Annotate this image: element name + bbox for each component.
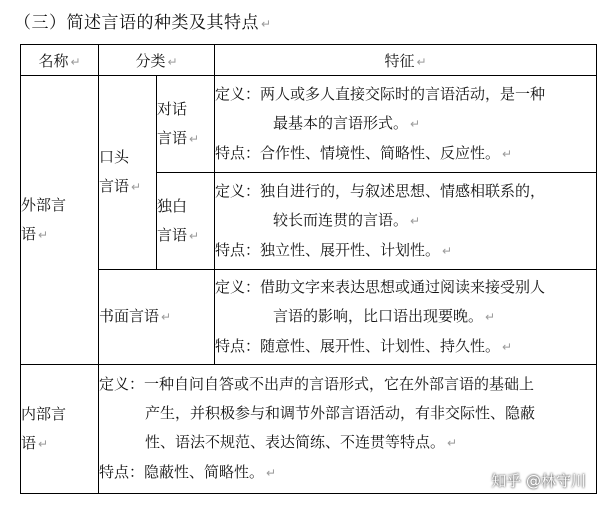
written-speech-label: 书面言语 ↵ [99, 270, 215, 365]
section-title-text: （三）简述言语的种类及其特点 [14, 13, 259, 33]
written-speech-feature: 定义：借助文字来表达思想或通过阅读来接受别人 言语的影响，比口语出现要晚。 ↵ 特点：随意性、展开性、计划性、持久性。 ↵ [215, 270, 597, 365]
dialogue-speech-feature: 定义：两人或多人直接交际时的言语活动，是一种 最基本的言语形式。 ↵ 特点：合作性、情境性、简略性、反应性。 ↵ [215, 76, 597, 173]
table-row-dialogue [21, 76, 597, 173]
monologue-speech-feature: 定义：独自进行的，与叙述思想、情感相联系的， 较长而连贯的言语。 ↵ 特点：独立性、展开性、计划性。 ↵ [215, 173, 597, 270]
external-speech-name: 外部言 语 ↵ [21, 76, 99, 365]
zhihu-watermark: 知乎 @林守川 [491, 472, 586, 490]
internal-speech-name: 内部言 语 ↵ [21, 365, 99, 494]
header-feature: 特征 ↵ [215, 45, 597, 76]
table-header-row [21, 45, 597, 76]
return-mark: ↵ [261, 17, 272, 31]
dialogue-speech-label: 对话 言语 ↵ [157, 76, 215, 173]
oral-speech-label: 口头 言语 ↵ [99, 76, 157, 270]
table-row-written [21, 270, 597, 365]
monologue-speech-label: 独白 言语 ↵ [157, 173, 215, 270]
internal-speech-feature: 定义：一种自问自答或不出声的言语形式，它在外部言语的基础上 产生，并积极参与和调节外部言语活动，有非交际性、隐蔽 性、语法不规范、表达简练、不连贯等特点。 ↵ 特点：隐蔽性、简略性。 ↵ [99, 365, 597, 494]
speech-types-table [20, 44, 597, 494]
header-category: 分类 ↵ [99, 45, 215, 76]
header-name: 名称 ↵ [21, 45, 99, 76]
section-title [14, 8, 272, 33]
